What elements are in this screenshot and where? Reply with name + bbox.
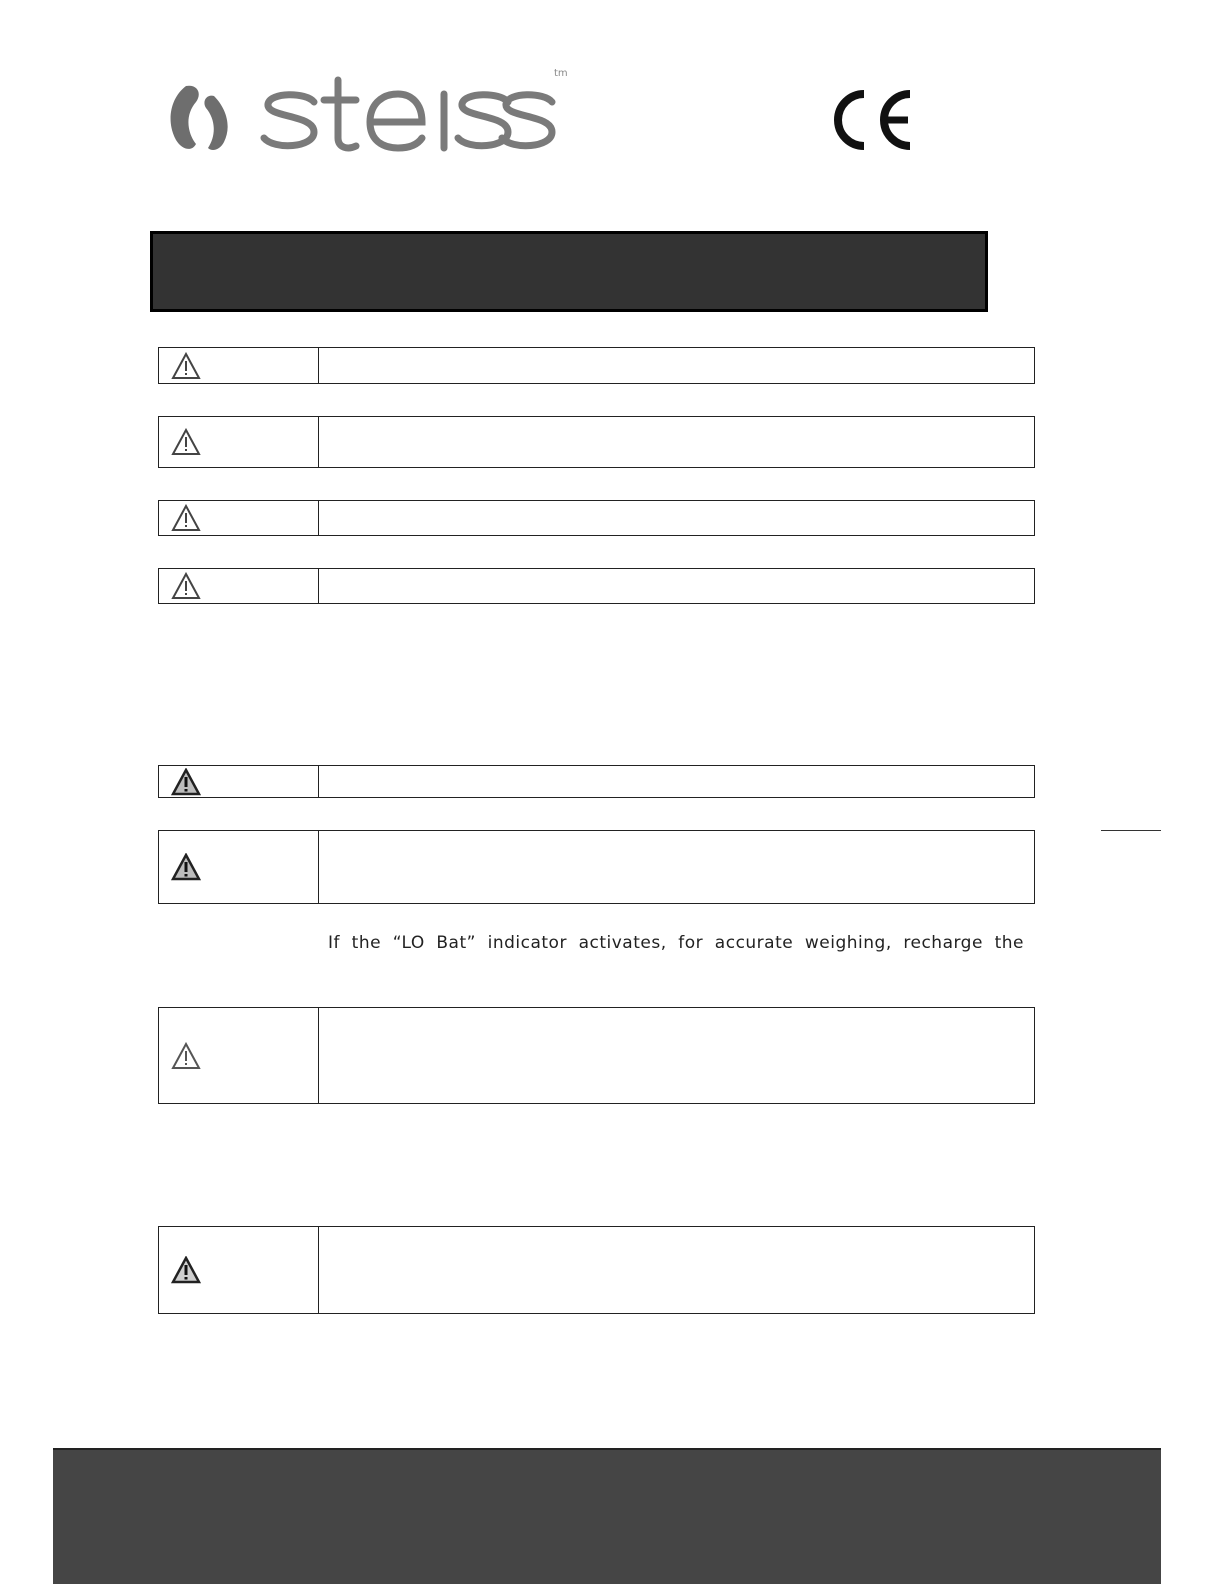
warning-text-cell — [319, 417, 1034, 467]
warning-text-cell — [319, 1008, 1034, 1103]
logo-leaf-mark — [171, 86, 199, 149]
warning-triangle-icon — [171, 1042, 201, 1070]
warning-triangle-icon — [171, 1256, 201, 1284]
warning-icon-cell — [159, 569, 319, 603]
warning-icon-cell — [159, 348, 319, 383]
warning-icon-cell — [159, 417, 319, 467]
warning-box-5 — [158, 765, 1035, 798]
warning-box-8 — [158, 1226, 1035, 1314]
warning-icon-cell — [159, 501, 319, 535]
footer-band — [53, 1448, 1161, 1584]
trademark-label: tm — [554, 68, 568, 79]
warning-text-cell — [319, 569, 1034, 603]
warning-box-6 — [158, 830, 1035, 904]
warning-triangle-icon — [171, 504, 201, 532]
warning-triangle-icon — [171, 352, 201, 380]
warning-text-cell — [319, 831, 1034, 903]
warning-triangle-icon — [171, 572, 201, 600]
warning-text-cell — [319, 766, 1034, 797]
warning-icon-cell — [159, 1008, 319, 1103]
warning-icon-cell — [159, 1227, 319, 1313]
warning-text-cell — [319, 348, 1034, 383]
warning-box-3 — [158, 500, 1035, 536]
logo-leaf-mark-right — [204, 96, 227, 150]
margin-rule — [1101, 830, 1161, 831]
lo-bat-paragraph: If the “LO Bat” indicator activates, for accurate weighing, recharge the — [328, 933, 1024, 953]
warning-text-cell — [319, 1227, 1034, 1313]
warning-triangle-icon — [171, 853, 201, 881]
warning-box-7 — [158, 1007, 1035, 1104]
warning-box-1 — [158, 347, 1035, 384]
ce-certification-mark — [830, 88, 914, 152]
warning-icon-cell — [159, 831, 319, 903]
title-bar — [150, 231, 988, 312]
warning-text-cell — [319, 501, 1034, 535]
steiss-logo — [166, 64, 576, 160]
warning-icon-cell — [159, 766, 319, 797]
warning-triangle-icon — [171, 428, 201, 456]
warning-box-4 — [158, 568, 1035, 604]
warning-triangle-icon — [171, 768, 201, 796]
warning-box-2 — [158, 416, 1035, 468]
